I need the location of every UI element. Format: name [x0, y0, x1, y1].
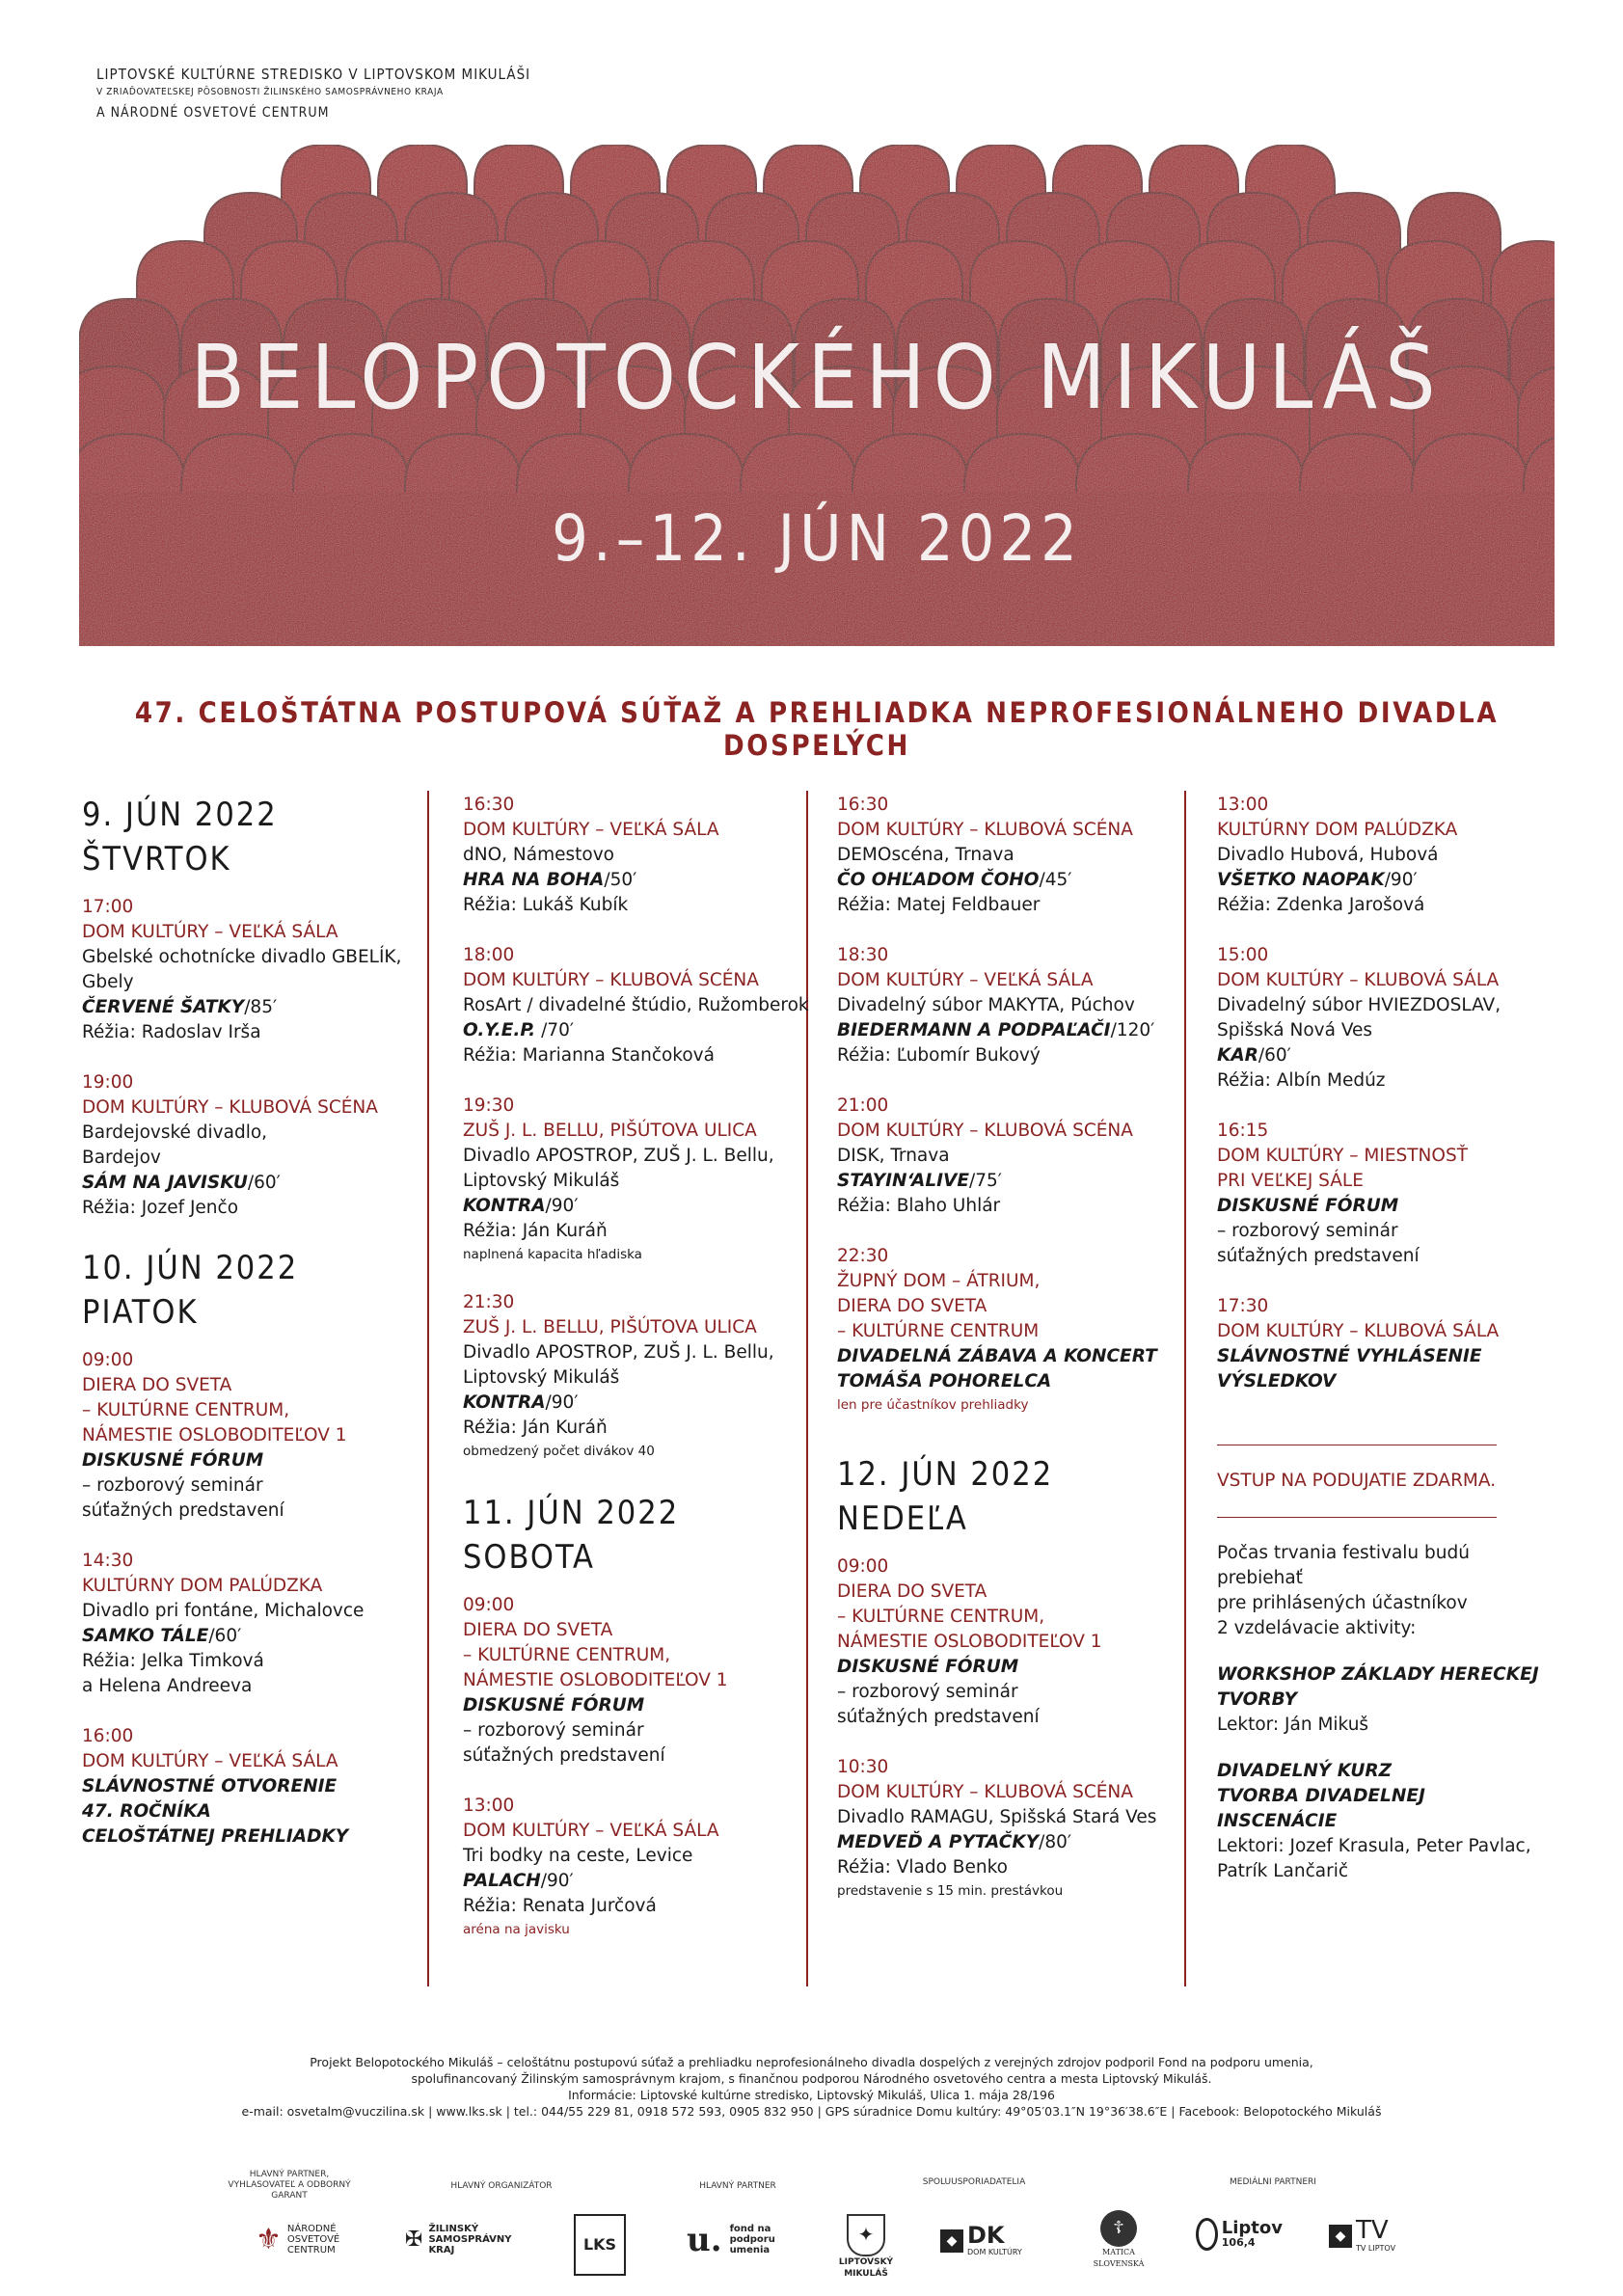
workshop-title: TVORBY	[1217, 1689, 1298, 1710]
event	[463, 943, 820, 1068]
partner-logos	[0, 2170, 1623, 2285]
event	[82, 895, 439, 1045]
workshop-lector: Lektori: Jozef Krasula, Peter Pavlac,	[1217, 1836, 1531, 1856]
event-group: Divadlo APOSTROP, ZUŠ J. L. Bellu,	[463, 1146, 774, 1166]
event	[463, 1593, 820, 1769]
event	[463, 1094, 820, 1265]
event	[1217, 793, 1545, 918]
schedule-column-4	[1217, 793, 1545, 1884]
zsk-logo	[405, 2224, 530, 2255]
free-entry-notice: VSTUP NA PODUJATIE ZDARMA.	[1217, 1471, 1497, 1491]
workshop-title: WORKSHOP ZÁKLADY HERECKEJ	[1217, 1664, 1539, 1685]
event-director: Réžia: Blaho Uhlár	[837, 1196, 1001, 1216]
play-duration: /85′	[244, 997, 278, 1017]
event-venue: DOM KULTÚRY – KLUBOVÁ SCÉNA	[463, 970, 759, 990]
play-title: O.Y.E.P.	[463, 1020, 536, 1040]
event-time: 09:00	[837, 1556, 889, 1577]
event-play	[837, 868, 1194, 893]
day-date: 9. JÚN 2022	[82, 796, 278, 834]
event-note: len pre účastníkov prehliadky	[837, 1397, 1029, 1413]
event-director: Réžia: Albín Medúz	[1217, 1070, 1386, 1091]
radio-logo-text: Liptov	[1221, 2218, 1283, 2238]
zsk-emblem-icon: ✠	[405, 2227, 423, 2252]
tv-logo-text: TV	[1356, 2216, 1389, 2245]
partner-label: HLAVNÝ PARTNER, VYHLASOVATEĽ A ODBORNÝ GARANT	[228, 2170, 351, 2201]
event	[837, 1094, 1194, 1219]
event	[463, 1794, 820, 1940]
workshop-lector: Patrík Lančarič	[1217, 1861, 1349, 1881]
partner-label: SPOLUUSPORIADATELIA	[922, 2177, 1026, 2187]
day-date: 10. JÚN 2022	[82, 1249, 299, 1287]
event-group: RosArt / divadelné štúdio, Ružomberok	[463, 995, 809, 1015]
event-play	[837, 1169, 1194, 1194]
event-venue: DIERA DO SVETA	[82, 1375, 232, 1395]
event-venue: DOM KULTÚRY – VEĽKÁ SÁLA	[837, 970, 1094, 990]
event-time: 16:00	[82, 1726, 134, 1746]
event-director: Réžia: Jelka Timková	[82, 1651, 264, 1671]
event-time: 16:15	[1217, 1121, 1269, 1141]
event-play	[82, 1171, 439, 1196]
event-play	[82, 1624, 439, 1649]
play-title: 47. ROČNÍKA	[82, 1801, 211, 1822]
play-duration: /90′	[545, 1196, 579, 1216]
event-time: 16:30	[463, 795, 515, 815]
event-director: a Helena Andreeva	[82, 1676, 253, 1696]
event	[837, 793, 1194, 918]
event-time: 21:00	[837, 1095, 889, 1116]
play-duration: /60′	[247, 1173, 281, 1193]
event-venue: – KULTÚRNE CENTRUM	[837, 1321, 1040, 1341]
event-group: Divadlo RAMAGU, Spišská Stará Ves	[837, 1807, 1157, 1827]
event-venue: ŽUPNÝ DOM – ÁTRIUM,	[837, 1271, 1041, 1291]
event-venue: DOM KULTÚRY – KLUBOVÁ SÁLA	[1217, 1321, 1500, 1341]
play-duration: /45′	[1039, 870, 1072, 890]
event-play	[837, 1018, 1194, 1043]
schedule-column-3	[837, 793, 1194, 1927]
event	[837, 943, 1194, 1068]
dk-logo-sub: DOM KULTÚRY	[967, 2248, 1022, 2256]
play-title: DISKUSNÉ FÓRUM	[82, 1450, 264, 1471]
play-duration: /60′	[208, 1626, 242, 1646]
play-title: KONTRA	[463, 1392, 546, 1413]
event-description: – rozborový seminár	[82, 1475, 263, 1496]
event	[463, 1290, 820, 1462]
day-heading	[463, 1491, 820, 1580]
event-play	[463, 1018, 820, 1043]
event-time: 19:00	[82, 1072, 134, 1093]
event	[82, 1724, 439, 1850]
play-duration: /90′	[545, 1392, 579, 1413]
tv-liptov-logo	[1329, 2218, 1425, 2255]
event-group: Divadlo pri fontáne, Michalovce	[82, 1601, 365, 1621]
event-venue: NÁMESTIE OSLOBODITEĽOV 1	[82, 1425, 347, 1445]
event	[1217, 1294, 1545, 1394]
play-duration: /120′	[1110, 1020, 1155, 1040]
event-description: – rozborový seminár	[1217, 1221, 1398, 1241]
event-time: 17:00	[82, 897, 134, 917]
event-play	[463, 868, 820, 893]
event-director: Réžia: Radoslav Irša	[82, 1022, 261, 1042]
divider	[1217, 1517, 1497, 1518]
event-venue: DOM KULTÚRY – KLUBOVÁ SÁLA	[1217, 970, 1500, 990]
nosc-logo-text: NÁRODNÉ OSVETOVÉ CENTRUM	[286, 2224, 340, 2255]
play-title: STAYIN‘ALIVE	[837, 1171, 969, 1191]
day-heading	[82, 793, 439, 881]
nosc-emblem-icon: ⚜	[256, 2222, 282, 2256]
play-title: BIEDERMANN A PODPAĽAČI	[837, 1020, 1111, 1040]
day-weekday: NEDEĽA	[837, 1499, 968, 1538]
event-director: Réžia: Vlado Benko	[837, 1857, 1008, 1877]
zsk-logo-text: ŽILINSKÝ SAMOSPRÁVNY KRAJ	[428, 2224, 512, 2255]
event-time: 21:30	[463, 1292, 515, 1312]
workshop-title: DIVADELNÝ KURZ	[1217, 1761, 1393, 1781]
partner-label: MEDIÁLNI PARTNERI	[1230, 2177, 1316, 2187]
day-date: 12. JÚN 2022	[837, 1455, 1054, 1494]
event-group: Tri bodky na ceste, Levice	[463, 1846, 693, 1866]
event-play	[1217, 1043, 1545, 1068]
play-title: HRA NA BOHA	[463, 870, 605, 890]
event-time: 18:30	[837, 945, 889, 965]
event-group: DEMOscéna, Trnava	[837, 845, 1014, 865]
tv-square-icon: ◆	[1329, 2225, 1352, 2248]
footer-contact: e-mail: osvetalm@vuczilina.sk | www.lks.sk | tel.: 044/55 229 81, 0918 572 593, 0905 832 950 | GPS súradnice Domu kultúry: 49°05′03.1″N 19°36′38.6″E | Facebook: Belopotockého Mikuláš	[241, 2104, 1382, 2119]
event-venue: DOM KULTÚRY – VEĽKÁ SÁLA	[82, 922, 338, 942]
fpu-logo	[687, 2220, 793, 2259]
event-venue: DOM KULTÚRY – KLUBOVÁ SCÉNA	[82, 1097, 378, 1118]
event-director: Réžia: Ľubomír Bukový	[837, 1045, 1041, 1066]
event	[837, 1554, 1194, 1730]
event-director: Réžia: Renata Jurčová	[463, 1896, 657, 1916]
play-title: KONTRA	[463, 1196, 546, 1216]
event-director: Réžia: Ján Kuráň	[463, 1418, 608, 1438]
play-title: DIVADELNÁ ZÁBAVA A KONCERT	[837, 1346, 1157, 1366]
schedule-column-2	[463, 793, 820, 1965]
play-title: SÁM NA JAVISKU	[82, 1173, 248, 1193]
play-title: TOMÁŠA POHORELCA	[837, 1371, 1052, 1391]
event-venue: DOM KULTÚRY – VEĽKÁ SÁLA	[82, 1751, 338, 1771]
workshop-info: Počas trvania festivalu budú prebiehať	[1217, 1543, 1470, 1588]
event-play	[1217, 868, 1545, 893]
event-venue: DOM KULTÚRY – KLUBOVÁ SCÉNA	[837, 820, 1133, 840]
event-time: 15:00	[1217, 945, 1269, 965]
event	[82, 1070, 439, 1221]
organizer-line-1: LIPTOVSKÉ KULTÚRNE STREDISKO V LIPTOVSKOM MIKULÁŠI	[96, 66, 531, 83]
event-venue: DOM KULTÚRY – KLUBOVÁ SCÉNA	[837, 1782, 1133, 1802]
event-venue: – KULTÚRNE CENTRUM,	[82, 1400, 290, 1420]
footer	[0, 2054, 1623, 2120]
fpu-logo-text: fond na podporu umenia	[729, 2224, 775, 2255]
event-note: naplnená kapacita hľadiska	[463, 1247, 642, 1262]
event-note: predstavenie s 15 min. prestávkou	[837, 1883, 1064, 1899]
radio-circle-icon	[1196, 2218, 1218, 2251]
nosc-logo	[256, 2224, 362, 2255]
event-description: súťažných predstavení	[837, 1707, 1040, 1727]
event-group: Bardejov	[82, 1148, 161, 1168]
event-time: 13:00	[1217, 795, 1269, 815]
partner-label: HLAVNÝ PARTNER	[699, 2181, 776, 2191]
day-heading	[837, 1452, 1194, 1541]
lm-logo	[837, 2214, 895, 2280]
event	[837, 1244, 1194, 1416]
event-time: 18:00	[463, 945, 515, 965]
event-group: Gbelské ochotnícke divadlo GBELÍK,	[82, 947, 402, 967]
event-director: Réžia: Lukáš Kubík	[463, 895, 629, 915]
event-group: DISK, Trnava	[837, 1146, 950, 1166]
play-title: ČO OHĽADOM ČOHO	[837, 870, 1040, 890]
play-title: KAR	[1217, 1045, 1258, 1066]
play-duration: /75′	[968, 1171, 1002, 1191]
dk-square-icon: ◆	[940, 2229, 963, 2253]
event-group: Divadlo Hubová, Hubová	[1217, 845, 1439, 865]
festival-date: 9.–12. JÚN 2022	[552, 501, 1082, 576]
day-weekday: PIATOK	[82, 1293, 199, 1332]
event-venue: DOM KULTÚRY – KLUBOVÁ SCÉNA	[837, 1121, 1133, 1141]
event-time: 09:00	[82, 1350, 134, 1370]
dk-logo	[940, 2224, 1027, 2258]
event	[837, 1755, 1194, 1902]
play-title: PALACH	[463, 1871, 541, 1891]
event-group: Liptovský Mikuláš	[463, 1171, 620, 1191]
play-duration: /50′	[604, 870, 637, 890]
event-group: Spišská Nová Ves	[1217, 1020, 1373, 1040]
fpu-u-icon: u.	[687, 2220, 722, 2259]
workshop-info: 2 vzdelávacie aktivity:	[1217, 1618, 1417, 1638]
event-time: 19:30	[463, 1095, 515, 1116]
event-time: 17:30	[1217, 1296, 1269, 1316]
event-time: 22:30	[837, 1246, 889, 1266]
lm-logo-text: LIPTOVSKÝ MIKULÁŠ	[838, 2257, 894, 2279]
event-play	[837, 1830, 1194, 1855]
event	[82, 1348, 439, 1524]
lm-shield-icon: ✦	[847, 2214, 885, 2256]
event-director: Réžia: Jozef Jenčo	[82, 1198, 239, 1218]
event-time: 16:30	[837, 795, 889, 815]
day-weekday: ŠTVRTOK	[82, 840, 231, 878]
workshop-lector: Lektor: Ján Mikuš	[1217, 1715, 1369, 1735]
footer-line: spolufinancovaný Žilinským samosprávnym krajom, s finančnou podporou Národného osvetového centra a mesta Liptovský Mikuláš.	[411, 2071, 1212, 2086]
event-director: Réžia: Ján Kuráň	[463, 1221, 608, 1241]
footer-line: Projekt Belopotockého Mikuláš – celoštátnu postupovú súťaž a prehliadku neprofesionálneho divadla dospelých z verejných zdrojov podporil Fond na podporu umenia,	[310, 2055, 1313, 2069]
event-venue: DIERA DO SVETA	[837, 1296, 987, 1316]
event-director: Réžia: Matej Feldbauer	[837, 895, 1041, 915]
event-description: súťažných predstavení	[1217, 1246, 1420, 1266]
event-director: Réžia: Zdenka Jarošová	[1217, 895, 1425, 915]
event-venue: NÁMESTIE OSLOBODITEĽOV 1	[463, 1670, 728, 1690]
play-title: SAMKO TÁLE	[82, 1626, 209, 1646]
partner-label: HLAVNÝ ORGANIZÁTOR	[450, 2181, 553, 2191]
event-venue: PRI VEĽKEJ SÁLE	[1217, 1171, 1364, 1191]
event-venue: – KULTÚRNE CENTRUM,	[837, 1607, 1045, 1627]
play-title: DISKUSNÉ FÓRUM	[1217, 1196, 1399, 1216]
event-venue: KULTÚRNY DOM PALÚDZKA	[1217, 820, 1458, 840]
play-title: SLÁVNOSTNÉ OTVORENIE	[82, 1776, 338, 1796]
event-play	[463, 1869, 820, 1894]
event-director: Réžia: Marianna Stančoková	[463, 1045, 715, 1066]
event-time: 14:30	[82, 1551, 134, 1571]
event-venue: ZUŠ J. L. BELLU, PIŠÚTOVA ULICA	[463, 1317, 757, 1337]
event-group: Bardejovské divadlo,	[82, 1122, 268, 1143]
play-title: VÝSLEDKOV	[1217, 1371, 1337, 1391]
event-time: 09:00	[463, 1595, 515, 1615]
play-duration: /70′	[535, 1020, 575, 1040]
play-duration: /60′	[1258, 1045, 1291, 1066]
ms-logo-text: MATICA SLOVENSKÁ	[1093, 2248, 1145, 2268]
day-heading	[82, 1246, 439, 1335]
play-title: MEDVEĎ A PYTAČKY	[837, 1832, 1040, 1852]
festival-title: BELOPOTOCKÉHO MIKULÁŠ	[190, 326, 1444, 429]
schedule-column-1	[82, 793, 439, 1875]
event-venue: DIERA DO SVETA	[837, 1581, 987, 1602]
event-venue: DOM KULTÚRY – MIESTNOSŤ	[1217, 1146, 1469, 1166]
play-duration: /80′	[1039, 1832, 1072, 1852]
event	[82, 1549, 439, 1699]
event-description: súťažných predstavení	[82, 1500, 284, 1521]
play-title: DISKUSNÉ FÓRUM	[837, 1657, 1019, 1677]
event	[1217, 943, 1545, 1094]
dk-logo-text: DK	[967, 2222, 1005, 2249]
play-title: VŠETKO NAOPAK	[1217, 870, 1385, 890]
workshop-info: pre prihlásených účastníkov	[1217, 1593, 1468, 1613]
lks-logo: LKS	[574, 2214, 626, 2276]
event-group: Divadelný súbor MAKYTA, Púchov	[837, 995, 1135, 1015]
organizer-block	[96, 66, 530, 121]
event-time: 13:00	[463, 1796, 515, 1816]
tv-logo-sub: TV LIPTOV	[1356, 2244, 1396, 2253]
event	[1217, 1119, 1545, 1269]
play-duration: /90′	[540, 1871, 574, 1891]
organizer-line-2: V ZRIAĎOVATEĽSKEJ PÔSOBNOSTI ŽILINSKÉHO SAMOSPRÁVNEHO KRAJA	[96, 87, 444, 97]
event	[463, 793, 820, 918]
event-venue: DOM KULTÚRY – VEĽKÁ SÁLA	[463, 1821, 719, 1841]
event-note: obmedzený počet divákov 40	[463, 1444, 655, 1459]
event-time: 10:30	[837, 1757, 889, 1777]
event-play	[82, 995, 439, 1020]
event-group: Liptovský Mikuláš	[463, 1367, 620, 1388]
event-description: – rozborový seminár	[463, 1720, 644, 1741]
event-venue: DOM KULTÚRY – VEĽKÁ SÁLA	[463, 820, 719, 840]
festival-subtitle: 47. CELOŠTÁTNA POSTUPOVÁ SÚŤAŽ A PREHLIADKA NEPROFESIONÁLNEHO DIVADLA DOSPELÝCH	[134, 696, 1500, 762]
play-title: CELOŠTÁTNEJ PREHLIADKY	[82, 1826, 349, 1847]
ms-emblem-icon: ☦	[1100, 2210, 1137, 2247]
play-title: ČERVENÉ ŠATKY	[82, 997, 245, 1017]
radio-liptov-logo	[1196, 2218, 1283, 2251]
event-venue: DIERA DO SVETA	[463, 1620, 613, 1640]
play-title: SLÁVNOSTNÉ VYHLÁSENIE	[1217, 1346, 1482, 1366]
ms-logo	[1085, 2210, 1152, 2270]
event-play	[463, 1194, 820, 1219]
event-group: Gbely	[82, 972, 134, 992]
radio-logo-freq: 106,4	[1221, 2236, 1256, 2249]
workshop-title: TVORBA DIVADELNEJ INSCENÁCIE	[1217, 1786, 1425, 1831]
event-description: – rozborový seminár	[837, 1682, 1018, 1702]
event-play	[463, 1391, 820, 1416]
event-venue: KULTÚRNY DOM PALÚDZKA	[82, 1576, 323, 1596]
footer-line: Informácie: Liptovské kultúrne stredisko, Liptovský Mikuláš, Ulica 1. mája 28/196	[568, 2088, 1055, 2102]
event-group: Divadelný súbor HVIEZDOSLAV,	[1217, 995, 1501, 1015]
event-note: aréna na javisku	[463, 1922, 570, 1937]
event-venue: – KULTÚRNE CENTRUM,	[463, 1645, 671, 1665]
day-weekday: SOBOTA	[463, 1538, 595, 1577]
play-duration: /90′	[1384, 870, 1418, 890]
event-venue: ZUŠ J. L. BELLU, PIŠÚTOVA ULICA	[463, 1121, 757, 1141]
event-venue: NÁMESTIE OSLOBODITEĽOV 1	[837, 1632, 1102, 1652]
play-title: DISKUSNÉ FÓRUM	[463, 1695, 645, 1715]
organizer-line-3: A NÁRODNÉ OSVETOVÉ CENTRUM	[96, 105, 330, 121]
event-description: súťažných predstavení	[463, 1745, 665, 1766]
event-group: dNO, Námestovo	[463, 845, 614, 865]
event-group: Divadlo APOSTROP, ZUŠ J. L. Bellu,	[463, 1342, 774, 1363]
day-date: 11. JÚN 2022	[463, 1494, 680, 1532]
